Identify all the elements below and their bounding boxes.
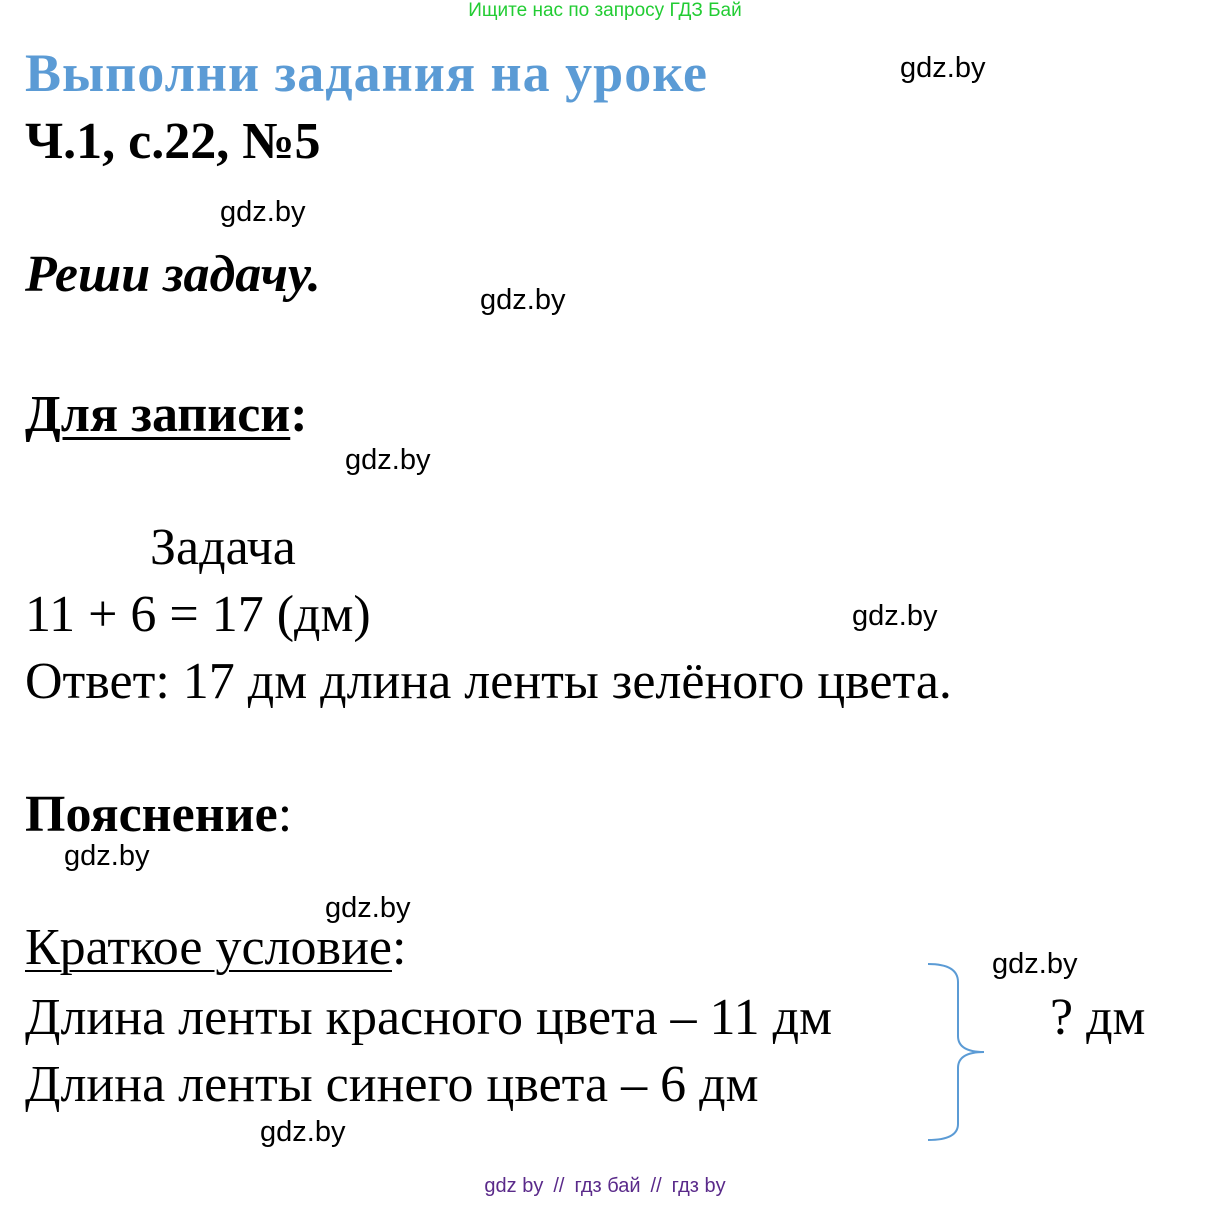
page-heading: Выполни задания на уроке	[25, 43, 708, 103]
explanation-label: Пояснение	[25, 786, 278, 843]
task-reference: Ч.1, с.22, №5	[25, 113, 321, 170]
watermark: gdz.by	[480, 284, 566, 316]
task-title: Задача	[150, 519, 296, 576]
watermark: gdz.by	[900, 52, 986, 84]
condition-line-blue: Длина ленты синего цвета – 6 дм	[25, 1056, 759, 1113]
footer-links	[0, 1175, 1210, 1198]
footer-link-gdz-by[interactable]: gdz by	[484, 1175, 544, 1197]
footer-link-gdz-by-cyr[interactable]: гдз by	[671, 1175, 726, 1197]
condition-label: Краткое условие	[25, 919, 392, 976]
record-section-heading	[25, 385, 308, 444]
footer-separator: //	[553, 1175, 565, 1197]
watermark: gdz.by	[220, 196, 306, 228]
watermark: gdz.by	[852, 600, 938, 632]
curly-brace-icon	[920, 960, 1000, 1150]
top-banner[interactable]: Ищите нас по запросу ГДЗ Бай	[468, 0, 742, 21]
footer-separator: //	[650, 1175, 662, 1197]
watermark: gdz.by	[992, 948, 1078, 980]
condition-colon: :	[391, 919, 407, 976]
watermark: gdz.by	[64, 840, 150, 872]
footer-link-gdz-bai[interactable]: гдз бай	[574, 1175, 641, 1197]
condition-question: ? дм	[1050, 989, 1146, 1046]
condition-line-red: Длина ленты красного цвета – 11 дм	[25, 989, 832, 1046]
explanation-heading	[25, 785, 292, 844]
explanation-colon: :	[277, 786, 293, 843]
watermark: gdz.by	[325, 892, 411, 924]
watermark: gdz.by	[260, 1116, 346, 1148]
record-section-colon: :	[290, 386, 308, 443]
condition-heading	[25, 918, 406, 977]
task-equation: 11 + 6 = 17 (дм)	[25, 586, 371, 643]
record-section-label: Для записи	[25, 386, 291, 443]
task-instruction: Реши задачу.	[25, 246, 321, 303]
task-answer: Ответ: 17 дм длина ленты зелёного цвета.	[25, 653, 952, 710]
watermark: gdz.by	[345, 444, 431, 476]
